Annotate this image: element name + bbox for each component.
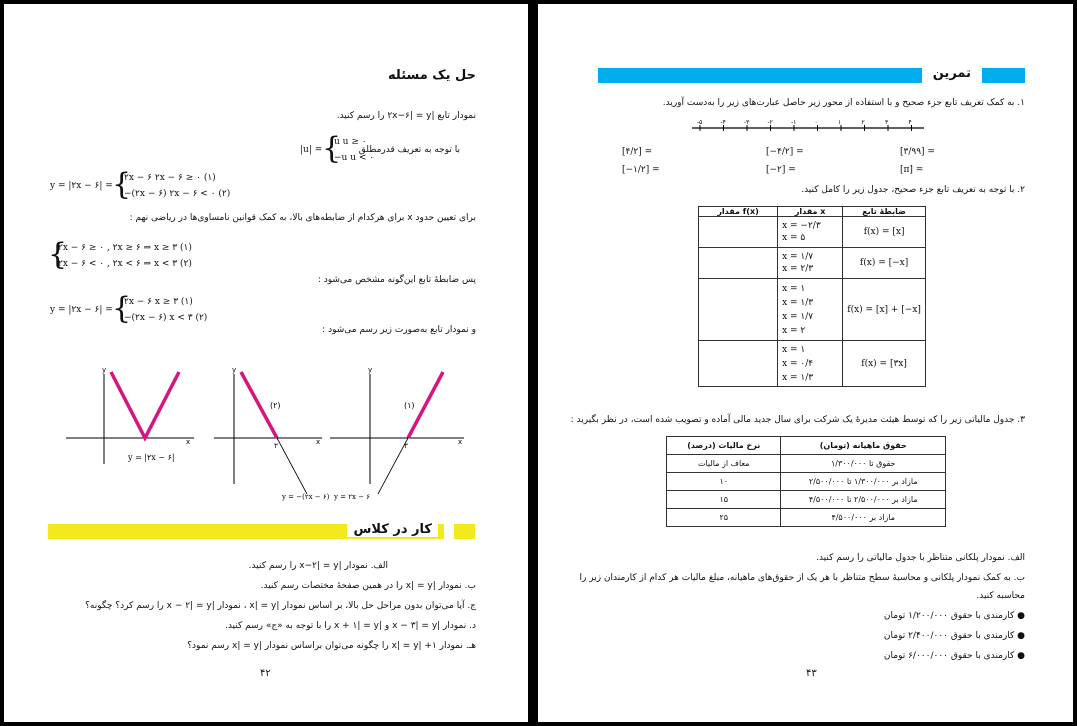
x-axis-label: x bbox=[316, 438, 321, 446]
exercise-bar bbox=[598, 68, 922, 83]
expr-5: [−۲] = bbox=[766, 165, 796, 175]
y-axis-label: y bbox=[368, 366, 373, 374]
answer-cell[interactable] bbox=[699, 217, 778, 248]
bullet-item bbox=[884, 610, 1025, 622]
abs-definition bbox=[300, 131, 420, 168]
floor-table bbox=[698, 206, 926, 387]
right-page bbox=[538, 4, 1073, 722]
x-value: x = ۵ bbox=[782, 233, 806, 243]
page-number: ۴۲ bbox=[260, 668, 271, 679]
graph-curve bbox=[111, 372, 179, 438]
inequality-intro: برای تعیین حدود x برای هرکدام از ضابطه‌های بالا، به کمک قوانین نامساوی‌ها در ریاضی نهم : bbox=[129, 213, 476, 223]
tax-rate: معاف از مالیات bbox=[667, 455, 781, 473]
equation-row1: ۲x − ۶ x ≥ ۳ (۱) bbox=[124, 297, 193, 307]
table-row bbox=[667, 473, 946, 491]
graph-abs-full bbox=[66, 366, 194, 464]
function-rule: f(x) = [۳x] bbox=[843, 341, 926, 387]
table-row bbox=[667, 455, 946, 473]
number-line bbox=[688, 118, 928, 140]
answer-cell[interactable] bbox=[699, 248, 778, 279]
bullet-item bbox=[884, 650, 1025, 662]
expr-2: [−۴/۲] = bbox=[766, 147, 804, 157]
equation-row2: −(۲x − ۶) x < ۳ (۲) bbox=[124, 313, 208, 323]
expr-3: [۴/۲] = bbox=[622, 147, 653, 157]
x-value: x = ۱/۳ bbox=[782, 372, 814, 383]
inequalities bbox=[48, 237, 250, 274]
number-line-label: -۴ bbox=[720, 119, 726, 126]
function-graphs bbox=[4, 354, 528, 504]
equation-lhs: y = |۲x − ۶| = bbox=[50, 305, 113, 315]
inequality-row1: ۲x − ۶ ≥ ۰ , ۲x ≥ ۶ ⇒ x ≥ ۳ (۱) bbox=[58, 243, 192, 253]
x-axis-label: x bbox=[186, 438, 191, 446]
col-header-rate: نرخ مالیات (درصد) bbox=[667, 437, 781, 455]
page-number: ۴۳ bbox=[806, 668, 817, 679]
table-row bbox=[699, 341, 926, 387]
number-line-label: -۵ bbox=[697, 119, 703, 126]
class-bar-tab bbox=[454, 524, 475, 539]
graph-extension bbox=[277, 438, 307, 494]
tick-label: ۳ bbox=[274, 442, 278, 450]
equation-row1: ۲x − ۶ ۲x − ۶ ≥ ۰ (۱) bbox=[124, 173, 216, 183]
exercise-title: تمرین bbox=[927, 66, 977, 81]
answer-cell[interactable] bbox=[699, 341, 778, 387]
answer-cell[interactable] bbox=[699, 279, 778, 341]
x-value: x = ۱ bbox=[782, 344, 806, 355]
class-item-c: ج. آیا می‌توان بدون مراحل حل بالا، بر اساس نمودار |x| = y ، نمودار |x − ۲| = y را رسم کرد؟ چگونه؟ bbox=[85, 601, 476, 611]
number-line-label: ۱ bbox=[838, 119, 842, 126]
tax-rate: ۱۰ bbox=[667, 473, 781, 491]
piecewise-equation-1 bbox=[50, 167, 300, 204]
number-line-label: ۲ bbox=[861, 119, 865, 126]
question-3: ۳. جدول مالیاتی زیر را که توسط هیئت مدیرهٔ یک شرکت برای سال جدید مالی آماده و تصویب شده است، در نظر بگیرید : bbox=[570, 415, 1025, 425]
graph-caption-2: y = −(۲x − ۶) bbox=[282, 493, 330, 501]
x-values bbox=[778, 217, 843, 248]
x-value: x = ۱/۷ bbox=[782, 252, 814, 262]
number-line-label: -۱ bbox=[791, 119, 797, 126]
graph-caption: y = |۲x − ۶| bbox=[128, 453, 175, 462]
x-value: x = ۱/۳ bbox=[782, 297, 814, 308]
class-item-e: هـ. نمودار ۱+ |x| = y را چگونه می‌توان براساس نمودار |x| = y رسم نمود؟ bbox=[187, 641, 476, 651]
brace: { bbox=[48, 237, 68, 272]
bullet-icon: ● bbox=[1017, 651, 1025, 661]
problem-title: حل یک مسئله bbox=[388, 68, 476, 83]
number-line-label: -۳ bbox=[744, 119, 750, 126]
question-1: ۱. به کمک تعریف تابع جزء صحیح و با استفاده از محور زیر حاصل عبارت‌های زیر را به‌دست آورید. bbox=[662, 98, 1025, 108]
graph-branch-1 bbox=[330, 366, 464, 494]
bullet-item bbox=[884, 630, 1025, 642]
x-values bbox=[778, 248, 843, 279]
salary-range: حقوق تا ۱/۳۰۰/۰۰۰ bbox=[781, 455, 946, 473]
branch-tag: (۲) bbox=[270, 401, 281, 410]
branch-tag: (۱) bbox=[404, 401, 415, 410]
table-row bbox=[667, 491, 946, 509]
graph-intro: و نمودار تابع به‌صورت زیر رسم می‌شود : bbox=[322, 325, 476, 335]
graph-caption-1: y = ۲x − ۶ bbox=[334, 493, 371, 501]
equation-row2: −(۲x − ۶) ۲x − ۶ < ۰ (۲) bbox=[124, 189, 231, 199]
bullet-text: کارمندی با حقوق ۲/۴۰۰/۰۰۰ تومان bbox=[883, 631, 1015, 641]
col-header-salary: حقوق ماهیانه (تومان) bbox=[781, 437, 946, 455]
class-title: کار در کلاس bbox=[347, 522, 438, 537]
x-value: x = ۱ bbox=[782, 283, 806, 294]
salary-range: مازاد بر ۴/۵۰۰/۰۰۰ bbox=[781, 509, 946, 527]
x-value: x = ۲/۳ bbox=[782, 264, 814, 274]
piecewise-equation-2 bbox=[50, 291, 300, 328]
abs-def-row2: −u u < ۰ bbox=[334, 153, 375, 163]
function-rule: f(x) = [x] + [−x] bbox=[843, 279, 926, 341]
table-row bbox=[699, 217, 926, 248]
bullet-text: کارمندی با حقوق ۱/۲۰۰/۰۰۰ تومان bbox=[883, 611, 1015, 621]
graph-branch-2 bbox=[214, 366, 322, 494]
class-item-b: ب. نمودار |x| = y را در همین صفحهٔ مختصات رسم کنید. bbox=[260, 581, 476, 591]
table-row bbox=[667, 509, 946, 527]
x-value: x = ۰/۴ bbox=[782, 358, 814, 369]
tick-label: ۳ bbox=[404, 442, 408, 450]
function-rule: f(x) = [−x] bbox=[843, 248, 926, 279]
y-axis-label: y bbox=[232, 366, 237, 374]
expr-1: [۳/۹۹] = bbox=[900, 147, 935, 157]
x-axis-label: x bbox=[458, 438, 463, 446]
equation-lhs: y = |۲x − ۶| = bbox=[50, 181, 113, 191]
question-3b-line2: محاسبه کنید. bbox=[976, 591, 1025, 601]
brace: { bbox=[112, 291, 132, 326]
x-values bbox=[778, 341, 843, 387]
tax-table bbox=[666, 436, 946, 527]
question-3a: الف. نمودار پلکانی متناظر با جدول مالیاتی را رسم کنید. bbox=[816, 553, 1025, 563]
number-line-label: ۴ bbox=[908, 119, 912, 126]
bullet-icon: ● bbox=[1017, 611, 1025, 621]
class-item-d: د. نمودار |x − ۳| = y و |x + ۱| = y را با توجه به «ج» رسم کنید. bbox=[224, 621, 476, 631]
question-3b-line1: ب. به کمک نمودار پلکانی و محاسبهٔ سطح متناظر با هر یک از حقوق‌های ماهیانه، مبلغ مالیات هر کدام از کارمندان زیر را bbox=[579, 573, 1025, 583]
brace: { bbox=[112, 167, 132, 202]
class-item-a: الف. نمودار |x−۲| = y را رسم کنید. bbox=[248, 561, 388, 571]
tax-rate: ۱۵ bbox=[667, 491, 781, 509]
col-header-func: ضابطهٔ تابع bbox=[843, 207, 926, 217]
function-rule: f(x) = [x] bbox=[843, 217, 926, 248]
number-line-label: ۳ bbox=[885, 119, 889, 126]
abs-def-lhs: |u| = bbox=[300, 145, 323, 155]
x-values bbox=[778, 279, 843, 341]
problem-statement: نمودار تابع |۲x−۶| = y را رسم کنید. bbox=[336, 111, 476, 121]
salary-range: مازاد بر ۲/۵۰۰/۰۰۰ تا ۴/۵۰۰/۰۰۰ bbox=[781, 491, 946, 509]
table-row bbox=[699, 279, 926, 341]
left-page bbox=[4, 4, 528, 722]
table-row bbox=[699, 248, 926, 279]
tax-rate: ۲۵ bbox=[667, 509, 781, 527]
inequality-row2: ۲x − ۶ < ۰ , ۲x < ۶ ⇒ x < ۳ (۲) bbox=[58, 259, 192, 269]
expr-6: [−۱/۲] = bbox=[622, 165, 660, 175]
x-value: x = −۲/۳ bbox=[782, 221, 821, 231]
brace: { bbox=[322, 131, 342, 166]
exercise-bar-tab bbox=[982, 68, 1025, 83]
x-value: x = ۲ bbox=[782, 325, 806, 336]
bullet-text: کارمندی با حقوق ۶/۰۰۰/۰۰۰ تومان bbox=[883, 651, 1015, 661]
abs-def-row1: u u ≥ ۰ bbox=[334, 137, 367, 147]
question-2: ۲. با توجه به تعریف تابع جزء صحیح، جدول زیر را کامل کنید. bbox=[801, 185, 1025, 195]
expr-4: [π] = bbox=[900, 165, 924, 175]
rule-intro: پس ضابطهٔ تابع این‌گونه مشخص می‌شود : bbox=[317, 275, 476, 285]
salary-range: مازاد بر ۱/۳۰۰/۰۰۰ تا ۲/۵۰۰/۰۰۰ bbox=[781, 473, 946, 491]
col-header-x: مقدار x bbox=[778, 207, 843, 217]
x-value: x = ۱/۷ bbox=[782, 311, 814, 322]
bullet-icon: ● bbox=[1017, 631, 1025, 641]
col-header-f: مقدار f(x) bbox=[699, 207, 778, 217]
abs-definition-intro: با توجه به تعریف قدرمطلق bbox=[358, 145, 460, 155]
y-axis-label: y bbox=[102, 366, 107, 374]
number-line-label: ۰ bbox=[814, 119, 818, 126]
number-line-label: -۲ bbox=[767, 119, 773, 126]
